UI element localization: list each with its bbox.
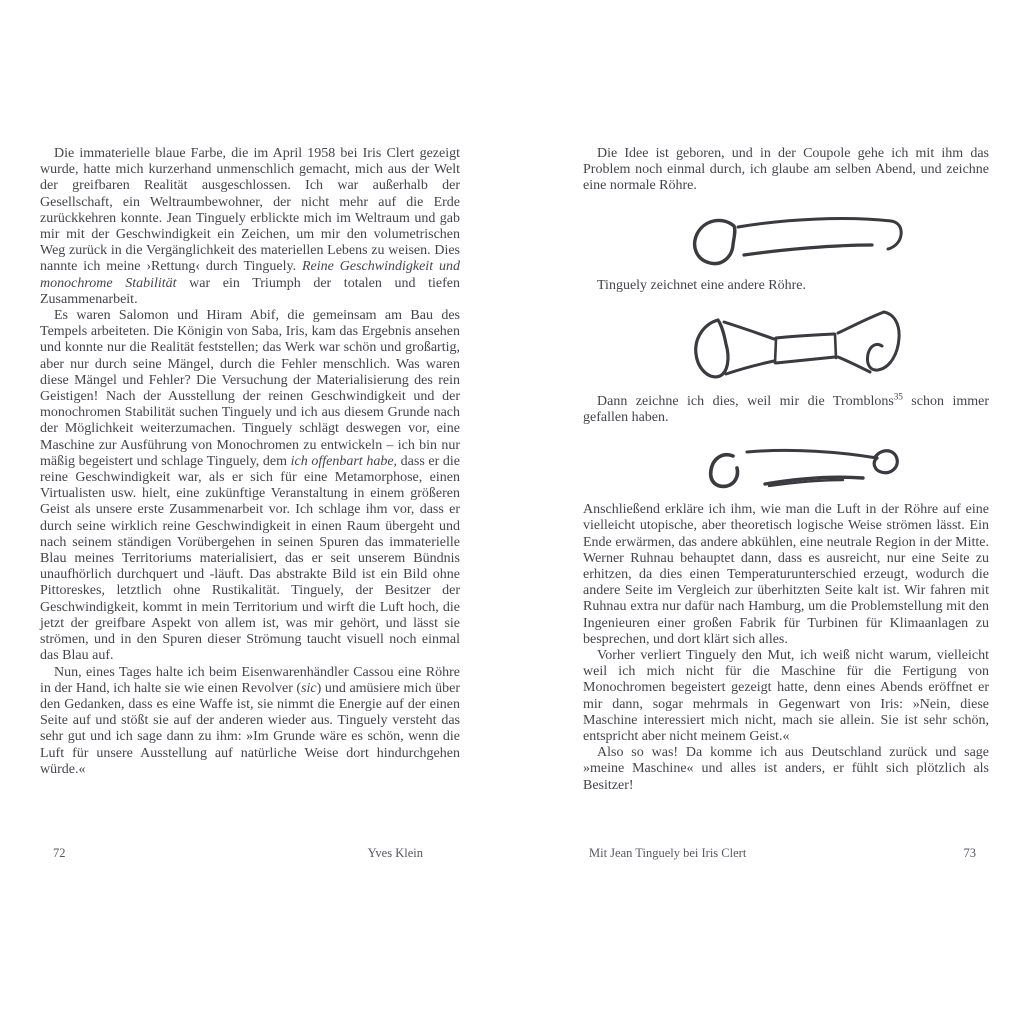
text-segment: ) und amüsiere mich über den Gedanken, dass es eine Waffe ist, sie nimmt die Energie auf der einen Seite auf und stößt sie auf der anderen wieder aus. Tinguely versteht das sehr gut und ich sage dann zu ihm: »Im Grunde wäre es schön, wenn die Luft für unsere Ausstellung auf natürliche Weise dort hindurchgehen würde.«	[40, 680, 460, 777]
right-running-title: Mit Jean Tinguely bei Iris Clert	[589, 846, 747, 860]
text-segment: ich offenbart habe	[290, 453, 394, 469]
text-segment: war ein Triumph der totalen und tiefen Zusammenarbeit.	[40, 275, 460, 307]
text-segment: Dann zeichne ich dies, weil mir die Tromblons	[597, 393, 894, 409]
text-segment: Vorher verliert Tinguely den Mut, ich weiß nicht warum, vielleicht weil ich mich nicht für die Maschine für die Fertigung von Monochromen begeistert gezeigt hatte, denn eines Abends eröffnet er mir dann, sogar mehrmals in Gegenwart von Iris: »Nein, diese Maschine interessiert mich nicht, mach sie allein. Sie ist sehr schön, entspricht aber nicht meinem Geist.«	[583, 648, 989, 745]
text-segment: Also so was! Da komme ich aus Deutschland zurück und sage »meine Maschine« und alles ist anders, er fühlt sich plötzlich als Besitzer!	[583, 745, 989, 793]
text-segment: , dass er die reine Geschwindigkeit war, als er sich für eine Metamorphose, einen Virtualisten usw. hielt, eine zukünftige Veranstaltung in einem größeren Geist als unsere erste Zusammenarbeit vor. Ich schlage ihm vor, dass er durch seine wirklich reine Geschwindigkeit in einen Raum übergeht und nach seinem ständigen Vorübergehen in seinen Spuren das immaterielle Blau meines Territoriums materialisiert, das er seit unserem Bündnis unaufhörlich durchquert und -läuft. Das abstrakte Bild ist ein Bild ohne Pittoreskes, letztlich ohne Rustikalität. Tinguely, der Besitzer der Geschwindigkeit, kommt in mein Territorium und wirft die Luft hoch, die jetzt der greifbare Aspekt von allem ist, was mir gehört, und lässt sie strömen, und in den Spuren dieser Strömung taucht visuell noch einmal das Blau auf.	[40, 453, 461, 664]
right-page-number: 73	[963, 846, 976, 860]
right-page-footer	[583, 846, 989, 861]
paragraph	[583, 391, 989, 426]
text-segment: schon immer gefallen haben.	[583, 393, 989, 426]
text-segment: Anschließend erkläre ich ihm, wie man die Luft in der Röhre auf eine vielleicht utopische, aber theoretisch logische Weise strömen lässt. Ein Ende erwärmen, das andere abkühlen, eine neutrale Region in der Mitte. Werner Ruhnau behauptet dann, dass es ausreicht, nur eine Seite zu erhitzen, da dies einen Temperaturunterschied erzeugt, wodurch die andere Seite im Vergleich zur überhitzten Seite kalt ist. Wir fahren mit Ruhnau extra nur dafür nach Hamburg, um die Problemstellung mit den Ingenieuren einer großen Fabrik für Turbinen für Klimaanlagen zu besprechen, und dort klärt sich alles.	[583, 502, 989, 647]
text-segment: sic	[301, 680, 317, 696]
normal-tube-sketch	[686, 211, 989, 266]
text-segment: Tinguely zeichnet eine andere Röhre.	[597, 277, 807, 293]
paragraph	[583, 745, 989, 794]
paragraph	[583, 278, 989, 294]
right-page-text-column	[583, 146, 989, 794]
left-page-footer	[40, 846, 460, 861]
text-segment: Reine Geschwindigkeit und monochrome Stabilität	[40, 259, 460, 291]
tinguely-tube-sketch	[688, 306, 903, 386]
paragraph	[40, 146, 460, 308]
left-running-title: Yves Klein	[367, 846, 423, 860]
paragraph	[583, 648, 989, 745]
text-segment: Die Idee ist geboren, und in der Coupole gehe ich mit ihm das Problem noch einmal durch, ich glaube am selben Abend, und zeichne eine normale Röhre.	[583, 146, 989, 194]
tromblon-tube-sketch	[691, 438, 906, 494]
tromblon-tube-sketch	[691, 438, 989, 494]
text-segment: Es waren Salomon und Hiram Abif, die gemeinsam am Bau des Tempels arbeiteten. Die Königin von Saba, Iris, kam das Ergebnis ansehen und konnte nur die Realität feststellen; das Werk war schön und großartig, aber nur durch seine Mängel, durch die Fehler menschlich. Was waren diese Mängel und Fehler? Die Versuchung der Materialisierung des rein Geistigen! Nach der Ausstellung der reinen Geschwindigkeit und der monochromen Stabilität suchen Tinguely und ich aus diesem Grunde nach der Möglichkeit weiterzumachen. Tinguely schlägt deswegen vor, eine Maschine zur Ausführung von Monochromen zu entwickeln – ich bin nur mäßig begeistert und schlage Tinguely, dem	[40, 308, 460, 469]
paragraph	[583, 146, 989, 195]
paragraph	[40, 665, 460, 778]
left-page-number: 72	[53, 846, 66, 860]
footnote-marker: 35	[893, 391, 903, 402]
text-segment: Nun, eines Tages halte ich beim Eisenwarenhändler Cassou eine Röhre in der Hand, ich halte sie wie einen Revolver (	[40, 664, 460, 696]
paragraph	[583, 502, 989, 648]
text-segment: Die immaterielle blaue Farbe, die im April 1958 bei Iris Clert gezeigt wurde, hatte mich kurzerhand unmenschlich gemacht, mich aus der Welt der greifbaren Realität ausgeschlossen. Ich war außerhalb der Gesellschaft, ein Weltraumbewohner, der nicht mehr auf die Erde zurückkehren konnte. Jean Tinguely erblickte mich im Weltraum und gab mir mit der Geschwindigkeit ein Zeichen, um mir den volumetrischen Weg zurück in die Vergänglichkeit des materiellen Lebens zu weisen. Dies nannte ich meine ›Rettung‹ durch Tinguely.	[40, 146, 460, 275]
normal-tube-sketch	[686, 211, 906, 266]
left-page-text-column	[40, 146, 460, 778]
tinguely-tube-sketch	[688, 306, 989, 386]
paragraph	[40, 308, 460, 664]
